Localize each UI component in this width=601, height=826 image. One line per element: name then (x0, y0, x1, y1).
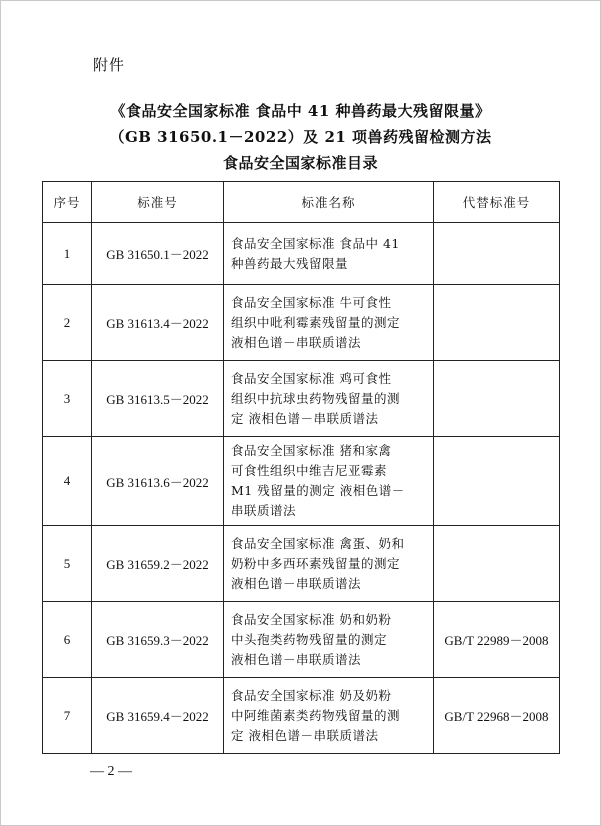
title-line-3: 食品安全国家标准目录 (222, 154, 378, 172)
standard-name-line: 中头孢类药物残留量的测定 (231, 631, 388, 647)
row-standard-number: GB 31650.1－2022 (92, 223, 224, 285)
row-index: 6 (43, 602, 92, 678)
standard-name-line: 食品安全国家标准 禽蛋、奶和 (231, 535, 405, 551)
row-standard-name (224, 602, 434, 678)
row-standard-number: GB 31659.2－2022 (92, 526, 224, 602)
row-standard-number: GB 31613.5－2022 (92, 361, 224, 437)
row-replaced-standard (434, 361, 560, 437)
table-row (43, 526, 560, 602)
row-replaced-standard: GB/T 22968－2008 (434, 678, 560, 754)
standard-name-line: 组织中吡利霉素残留量的测定 (231, 314, 401, 330)
table-row (43, 602, 560, 678)
row-standard-number: GB 31659.4－2022 (92, 678, 224, 754)
standard-name-line: 中阿维菌素类药物残留量的测 (231, 707, 401, 723)
standard-name-line: 定 液相色谱－串联质谱法 (231, 410, 379, 426)
standard-name-line: 食品安全国家标准 奶和奶粉 (231, 611, 392, 627)
row-standard-name (224, 361, 434, 437)
standard-name-line: 食品安全国家标准 奶及奶粉 (231, 687, 392, 703)
page-number: — 2 — (90, 764, 132, 779)
row-standard-number: GB 31613.4－2022 (92, 285, 224, 361)
row-standard-name (224, 437, 434, 526)
standard-name-line: 组织中抗球虫药物残留量的测 (231, 390, 401, 406)
row-index: 2 (43, 285, 92, 361)
standard-name-line: 种兽药最大残留限量 (231, 255, 349, 271)
row-index: 7 (43, 678, 92, 754)
standards-table (42, 181, 560, 754)
row-standard-name (224, 285, 434, 361)
table-row (43, 678, 560, 754)
row-standard-number: GB 31659.3－2022 (92, 602, 224, 678)
table-row (43, 223, 560, 285)
standard-name-line: 液相色谱－串联质谱法 (231, 334, 362, 350)
row-replaced-standard (434, 437, 560, 526)
standard-name-line: 液相色谱－串联质谱法 (231, 651, 362, 667)
row-standard-name (224, 678, 434, 754)
row-replaced-standard (434, 223, 560, 285)
standard-name-line: 食品安全国家标准 食品中 41 (231, 235, 400, 251)
table-row (43, 361, 560, 437)
header-index: 序号 (43, 182, 92, 223)
row-replaced-standard (434, 526, 560, 602)
row-standard-name (224, 526, 434, 602)
row-index: 5 (43, 526, 92, 602)
standard-name-line: 定 液相色谱－串联质谱法 (231, 727, 379, 743)
standard-name-line: M1 残留量的测定 液相色谱－ (231, 483, 405, 498)
row-index: 1 (43, 223, 92, 285)
table-header-row (43, 182, 560, 223)
standard-name-line: 食品安全国家标准 牛可食性 (231, 294, 392, 310)
row-index: 4 (43, 437, 92, 526)
row-index: 3 (43, 361, 92, 437)
header-standard-number: 标准号 (92, 182, 224, 223)
title-line-2: （GB 31650.1－2022）及 21 项兽药残留检测方法 (109, 128, 492, 146)
header-standard-name: 标准名称 (224, 182, 434, 223)
row-standard-name (224, 223, 434, 285)
table-row (43, 285, 560, 361)
standard-name-line: 奶粉中多西环素残留量的测定 (231, 555, 401, 571)
standard-name-line: 串联质谱法 (231, 503, 297, 518)
row-replaced-standard: GB/T 22989－2008 (434, 602, 560, 678)
standard-name-line: 可食性组织中维吉尼亚霉素 (231, 463, 388, 478)
row-standard-number: GB 31613.6－2022 (92, 437, 224, 526)
header-replaced-standard: 代替标准号 (434, 182, 560, 223)
standard-name-line: 食品安全国家标准 猪和家禽 (231, 443, 392, 458)
table-row (43, 437, 560, 526)
row-replaced-standard (434, 285, 560, 361)
title-line-1: 《食品安全国家标准 食品中 41 种兽药最大残留限量》 (110, 102, 491, 120)
attachment-label: 附件 (93, 56, 126, 74)
standard-name-line: 食品安全国家标准 鸡可食性 (231, 370, 392, 386)
standard-name-line: 液相色谱－串联质谱法 (231, 575, 362, 591)
